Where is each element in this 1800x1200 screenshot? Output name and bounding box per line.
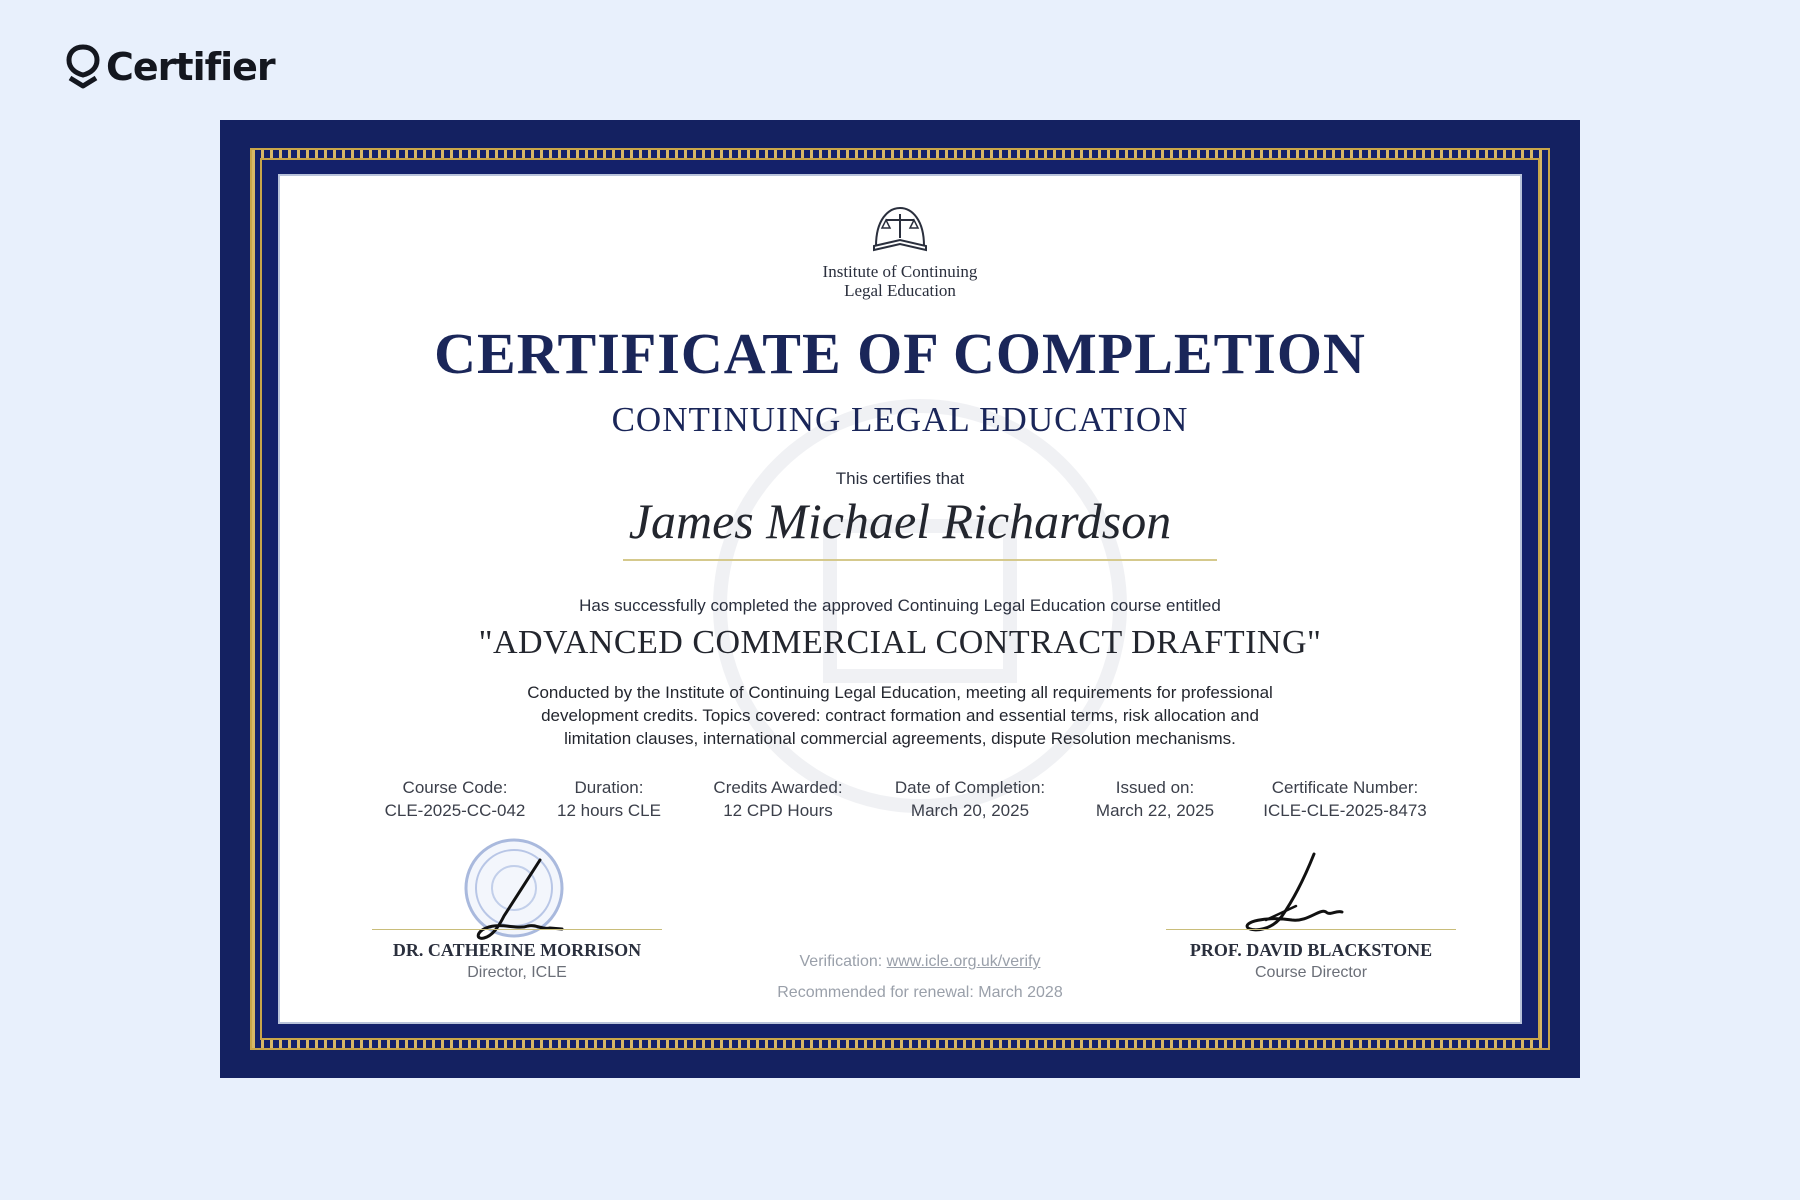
detail-course-code: Course Code: CLE-2025-CC-042 bbox=[384, 778, 526, 820]
signatory-role: Course Director bbox=[1254, 964, 1368, 981]
course-description: Conducted by the Institute of Continuing Legal Education, meeting all requirements for professional development credits. Topics covered: contract formation and essential terms, risk allocation and limitation clauses, international commercial agreements, dispute Resolution mechanisms. bbox=[527, 683, 1273, 748]
signature-line bbox=[1166, 929, 1456, 930]
signature-block-director bbox=[372, 836, 662, 981]
renewal-note: Recommended for renewal: March 2028 bbox=[777, 984, 1063, 1001]
certificate-subtitle: CONTINUING LEGAL EDUCATION bbox=[611, 400, 1189, 439]
detail-certificate-number: Certificate Number: ICLE-CLE-2025-8473 bbox=[1263, 778, 1427, 820]
scales-of-justice-book-icon bbox=[868, 202, 932, 254]
handwritten-signature-icon bbox=[432, 856, 572, 951]
certificate-paper bbox=[278, 174, 1522, 1024]
org-name: Institute of Continuing Legal Education bbox=[822, 262, 978, 300]
course-title: "ADVANCED COMMERCIAL CONTRACT DRAFTING" bbox=[478, 624, 1322, 661]
completed-text: Has successfully completed the approved Continuing Legal Education course entitled bbox=[579, 596, 1221, 615]
brand-logo bbox=[66, 44, 275, 90]
signatory-name: PROF. DAVID BLACKSTONE bbox=[1189, 940, 1433, 960]
detail-issued-on: Issued on: March 22, 2025 bbox=[1095, 778, 1215, 820]
certificate bbox=[220, 120, 1580, 1078]
certifies-text: This certifies that bbox=[835, 469, 965, 488]
verification-link[interactable]: www.icle.org.uk/verify bbox=[886, 953, 1041, 970]
handwritten-signature-icon bbox=[1236, 846, 1376, 941]
signature-line bbox=[372, 929, 662, 930]
name-underline bbox=[623, 559, 1217, 561]
signatory-name: DR. CATHERINE MORRISON bbox=[392, 940, 642, 960]
certifier-logo-icon bbox=[66, 44, 100, 90]
detail-completion-date: Date of Completion: March 20, 2025 bbox=[894, 778, 1046, 820]
certificate-title: CERTIFICATE OF COMPLETION bbox=[434, 321, 1366, 386]
detail-duration: Duration: 12 hours CLE bbox=[557, 778, 661, 820]
signatory-role: Director, ICLE bbox=[467, 964, 567, 981]
brand-name: Certifier bbox=[106, 45, 275, 89]
course-details bbox=[380, 776, 1427, 826]
detail-credits: Credits Awarded: 12 CPD Hours bbox=[713, 778, 843, 820]
signature-block-course-director bbox=[1166, 836, 1456, 981]
org-emblem bbox=[280, 202, 1520, 259]
ornamental-border bbox=[250, 148, 1550, 1050]
recipient-name: James Michael Richardson bbox=[628, 493, 1172, 549]
verification: Verification: www.icle.org.uk/verify bbox=[799, 953, 1041, 970]
